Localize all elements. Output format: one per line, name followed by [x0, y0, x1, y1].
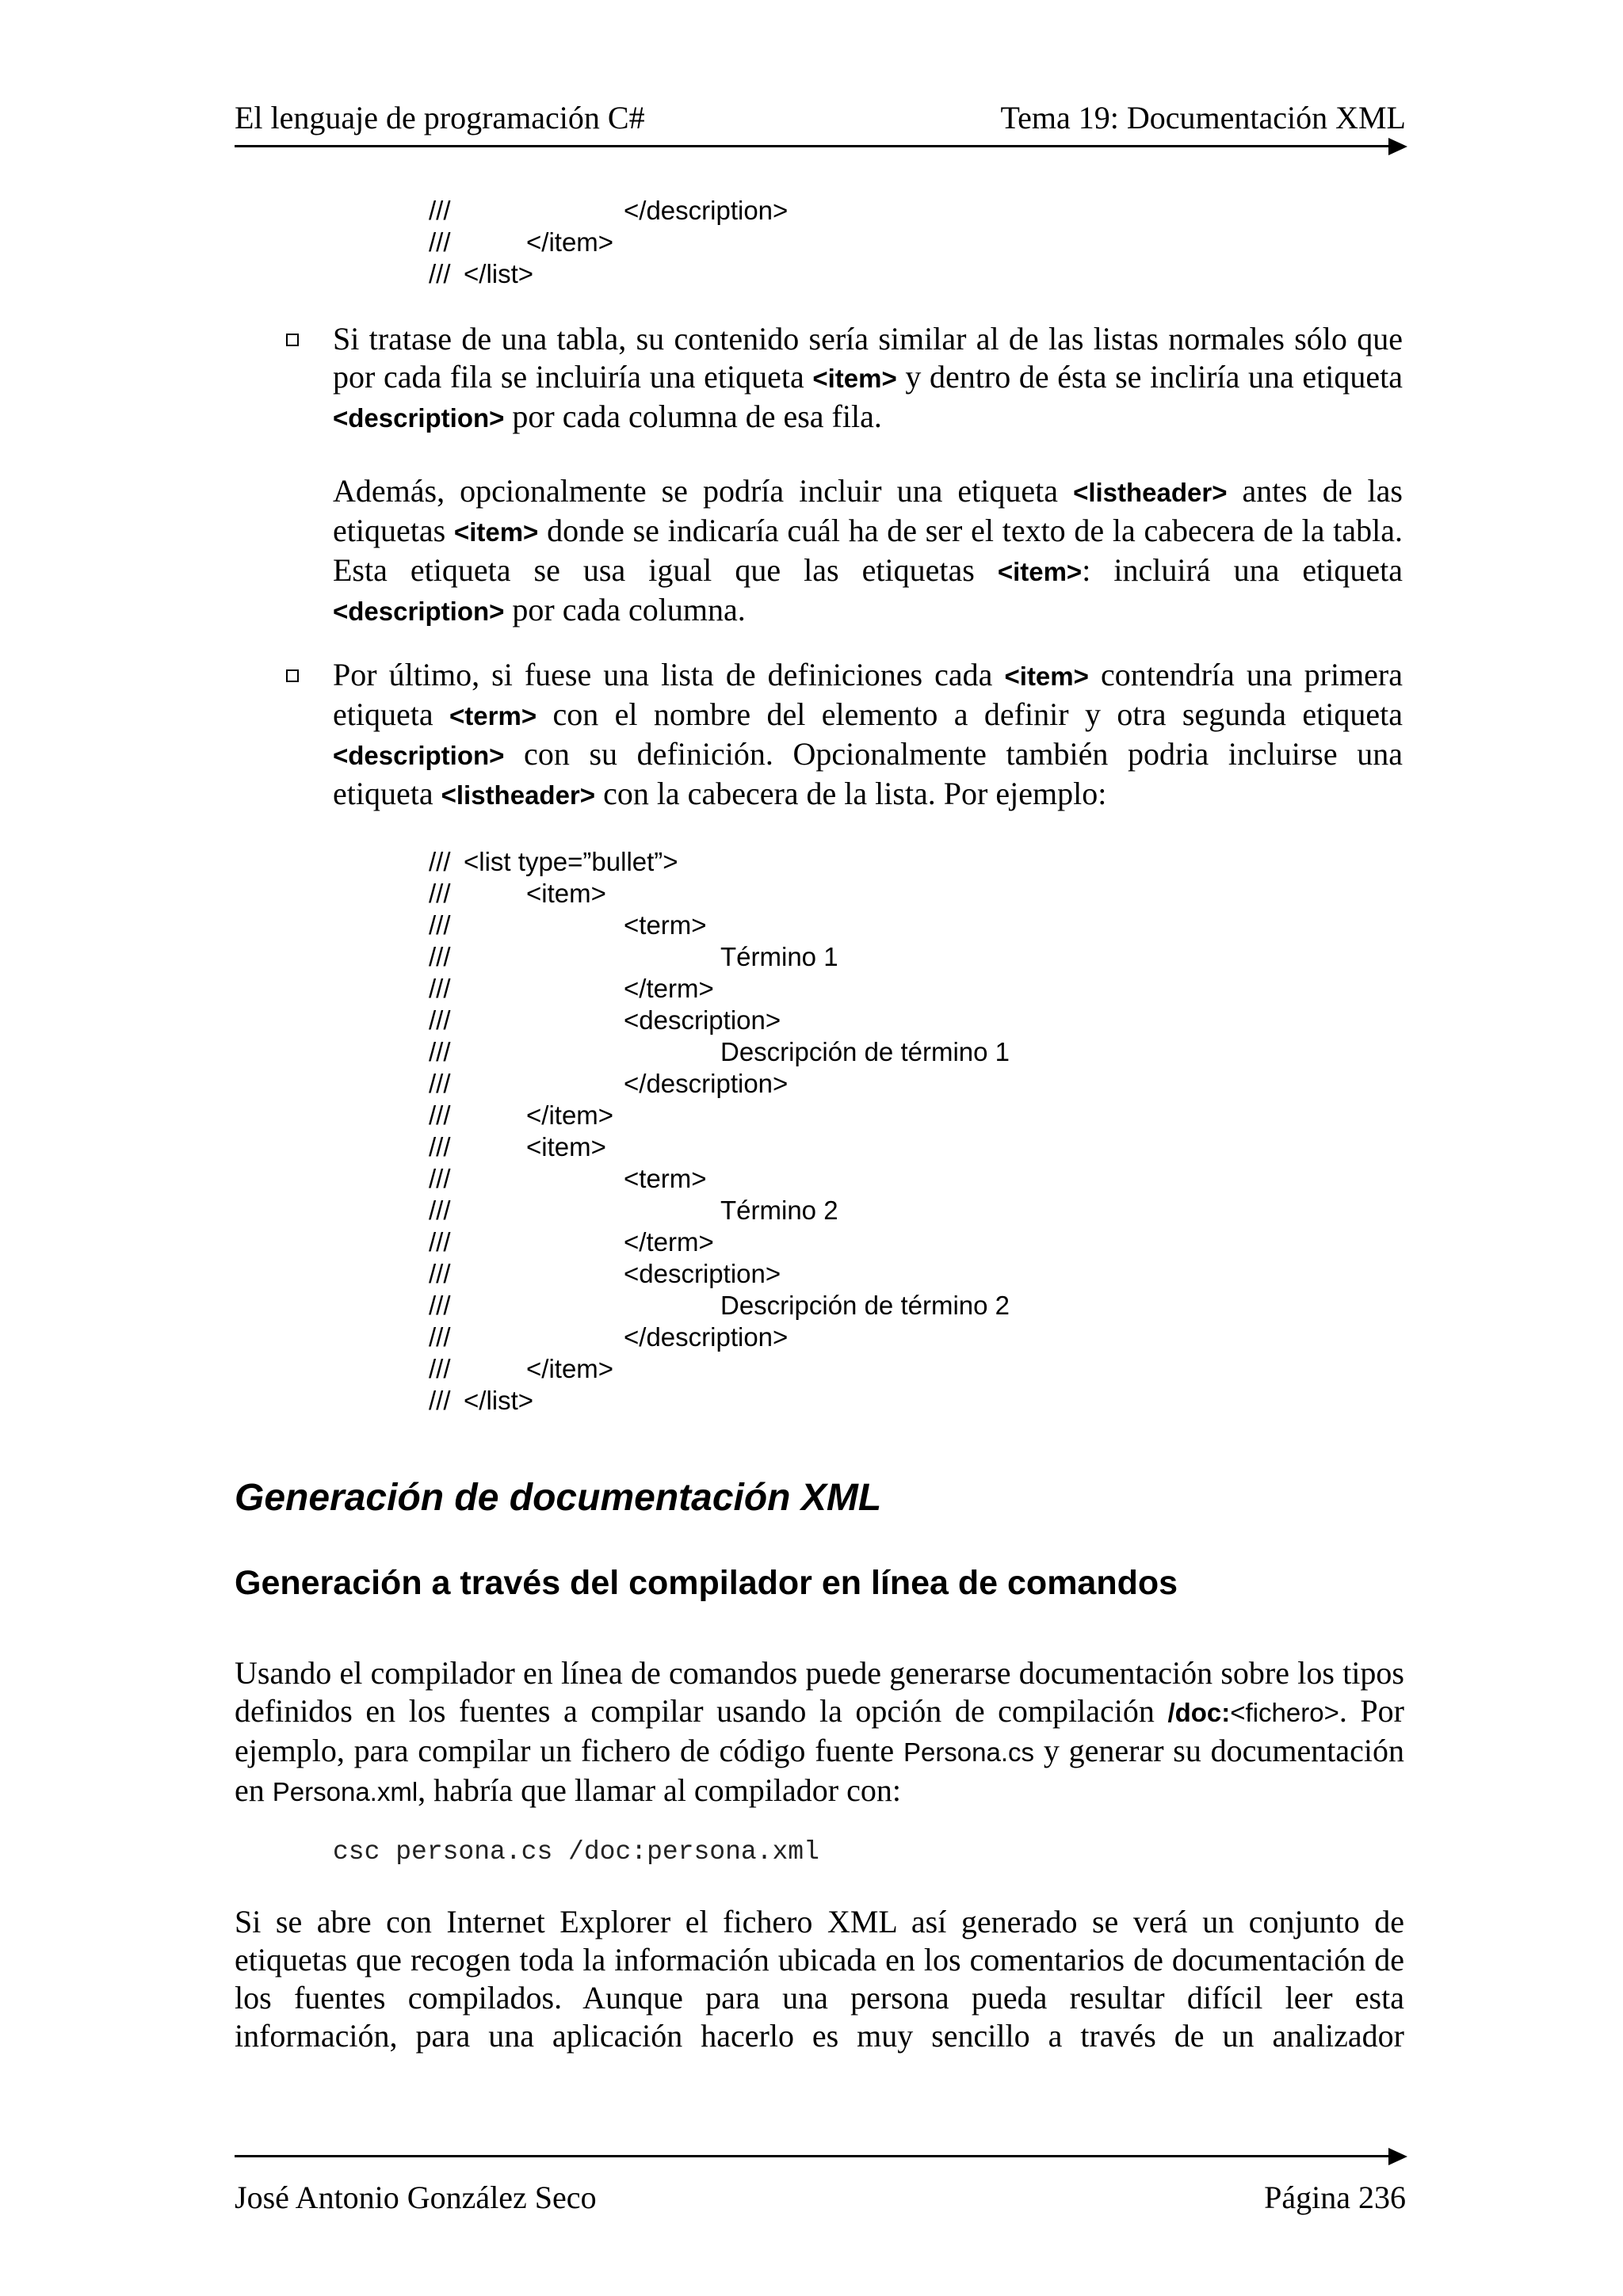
section-heading: Generación de documentación XML: [235, 1477, 882, 1519]
code-text: <description>: [624, 1005, 781, 1035]
code-text: </item>: [526, 1100, 614, 1130]
code-text: <term>: [624, 1164, 707, 1193]
code-comment-marker: ///: [429, 196, 451, 225]
checkbox-bullet-icon: [286, 334, 299, 346]
code-line: [429, 846, 1142, 878]
code-comment-marker: ///: [429, 1005, 451, 1035]
code-line: [429, 195, 1142, 227]
code-line: [429, 1131, 1142, 1163]
code-text: <term>: [624, 910, 707, 940]
header-book-title: El lenguaje de programación C#: [235, 100, 645, 135]
inline-tag: <item>: [812, 364, 897, 393]
bullet-table-paragraph: Si tratase de una tabla, su contenido sería similar al de las listas normales sólo que por cada fila se incluiría una etiqueta <item> y dentro de ésta se incliría una etiqueta <description> por cada columna de esa fila.: [333, 321, 1403, 434]
code-comment-marker: ///: [429, 1164, 451, 1193]
code-text: </list>: [464, 1386, 534, 1415]
code-text: </description>: [624, 1069, 789, 1098]
code-line: [429, 1322, 1142, 1353]
footer-arrow-icon: [1388, 2148, 1407, 2165]
code-comment-marker: ///: [429, 1132, 451, 1161]
code-comment-marker: ///: [429, 879, 451, 908]
code-text: <description>: [624, 1259, 781, 1288]
paragraph-xml-output: [235, 1903, 1404, 2055]
code-comment-marker: ///: [429, 1291, 451, 1320]
code-line: [429, 1195, 1142, 1226]
code-line: [429, 1005, 1142, 1036]
inline-tag: <term>: [449, 701, 537, 730]
code-line: [429, 1385, 1142, 1417]
code-text: </list>: [464, 259, 534, 288]
code-line: [429, 1100, 1142, 1131]
code-text: <list type=”bullet”>: [464, 847, 678, 876]
code-line: [429, 1036, 1142, 1068]
checkbox-bullet-icon: [286, 669, 299, 682]
paragraph-text: Si se abre con Internet Explorer el fichero XML así generado se verá un conjunto de etiquetas que recogen toda la información ubicada en los comentarios de documentación de los fuentes compilados. Aunque para una persona pueda resultar difícil leer esta información, para una aplicación hacerlo es muy sencillo a través de un analizador: [235, 1904, 1404, 2054]
code-listing-example: [429, 846, 1142, 1417]
code-text: <item>: [526, 1132, 606, 1161]
inline-filename: Persona.xml: [272, 1777, 418, 1806]
inline-tag: <item>: [453, 517, 539, 547]
code-line: [429, 1163, 1142, 1195]
code-text: Término 1: [720, 942, 838, 971]
bullet-item-definitions: [333, 656, 1403, 814]
code-comment-marker: ///: [429, 1259, 451, 1288]
code-text: </term>: [624, 974, 714, 1003]
code-line: [429, 1258, 1142, 1290]
inline-tag: <item>: [997, 557, 1083, 586]
inline-tag: <listheader>: [441, 780, 596, 810]
code-line: [429, 1290, 1142, 1322]
header-chapter-title: Tema 19: Documentación XML: [1000, 100, 1406, 135]
code-line: [429, 1226, 1142, 1258]
inline-tag: <listheader>: [1073, 478, 1228, 507]
inline-tag: <description>: [333, 403, 505, 433]
code-comment-marker: ///: [429, 1069, 451, 1098]
inline-tag: <description>: [333, 597, 505, 626]
code-line: [429, 878, 1142, 910]
code-comment-marker: ///: [429, 942, 451, 971]
paragraph-text: Usando el compilador en línea de comandos puede generarse documentación sobre los tipos definidos en los fuentes a compilar usando la opción de compilación /doc:<fichero>. Por ejemplo, para compilar un fichero de código fuente Persona.cs y generar su documentación en Persona.xml, habría que llamar al compilador con:: [235, 1655, 1405, 1808]
code-line: [429, 941, 1142, 973]
code-line: [429, 227, 1142, 258]
header-rule: [235, 145, 1396, 147]
inline-option: /doc:: [1167, 1698, 1231, 1727]
inline-filename: Persona.cs: [903, 1737, 1035, 1767]
code-comment-marker: ///: [429, 259, 451, 288]
code-comment-marker: ///: [429, 1354, 451, 1383]
bullet-definitions-paragraph: Por último, si fuese una lista de definiciones cada <item> contendría una primera etiqueta <term> con el nombre del elemento a definir y otra segunda etiqueta <description> con su definición. Opcionalmente también podria incluirse una etiqueta <listheader> con la cabecera de la lista. Por ejemplo:: [333, 657, 1403, 811]
code-text: <item>: [526, 879, 606, 908]
code-comment-marker: ///: [429, 974, 451, 1003]
paragraph-compiler-usage: [235, 1654, 1404, 1811]
code-listing-top: [429, 195, 1142, 290]
code-line: [429, 1068, 1142, 1100]
inline-tag: <item>: [1004, 662, 1089, 691]
code-comment-marker: ///: [429, 910, 451, 940]
bullet-table-paragraph-2: Además, opcionalmente se podría incluir una etiqueta <listheader> antes de las etiquetas <item> donde se indicaría cuál ha de ser el texto de la cabecera de la tabla. Esta etiqueta se usa igual que las etiquetas <item>: incluirá una etiqueta <description> por cada columna.: [333, 473, 1403, 627]
code-text: Término 2: [720, 1196, 838, 1225]
bullet-table-continuation: [333, 472, 1403, 631]
code-text: </description>: [624, 1322, 789, 1352]
footer-author: José Antonio González Seco: [235, 2180, 597, 2215]
code-text: Descripción de término 2: [720, 1291, 1010, 1320]
code-comment-marker: ///: [429, 1322, 451, 1352]
command-example: csc persona.cs /doc:persona.xml: [333, 1837, 819, 1867]
code-text: </term>: [624, 1227, 714, 1257]
footer-page-number: Página 236: [1264, 2180, 1406, 2215]
code-line: [429, 258, 1142, 290]
code-text: </item>: [526, 1354, 614, 1383]
footer-rule: [235, 2155, 1396, 2157]
code-text: </description>: [624, 196, 789, 225]
code-comment-marker: ///: [429, 1100, 451, 1130]
inline-tag: <description>: [333, 741, 505, 770]
code-comment-marker: ///: [429, 1386, 451, 1415]
code-line: [429, 1353, 1142, 1385]
code-comment-marker: ///: [429, 847, 451, 876]
header-arrow-icon: [1388, 138, 1407, 155]
code-line: [429, 973, 1142, 1005]
subsection-heading: Generación a través del compilador en línea de comandos: [235, 1564, 1178, 1602]
code-comment-marker: ///: [429, 1227, 451, 1257]
code-comment-marker: ///: [429, 1196, 451, 1225]
inline-argument: <fichero>: [1230, 1698, 1339, 1727]
code-line: [429, 910, 1142, 941]
code-text: Descripción de término 1: [720, 1037, 1010, 1066]
code-text: </item>: [526, 227, 614, 257]
code-comment-marker: ///: [429, 1037, 451, 1066]
code-comment-marker: ///: [429, 227, 451, 257]
bullet-item-table: [333, 320, 1403, 437]
